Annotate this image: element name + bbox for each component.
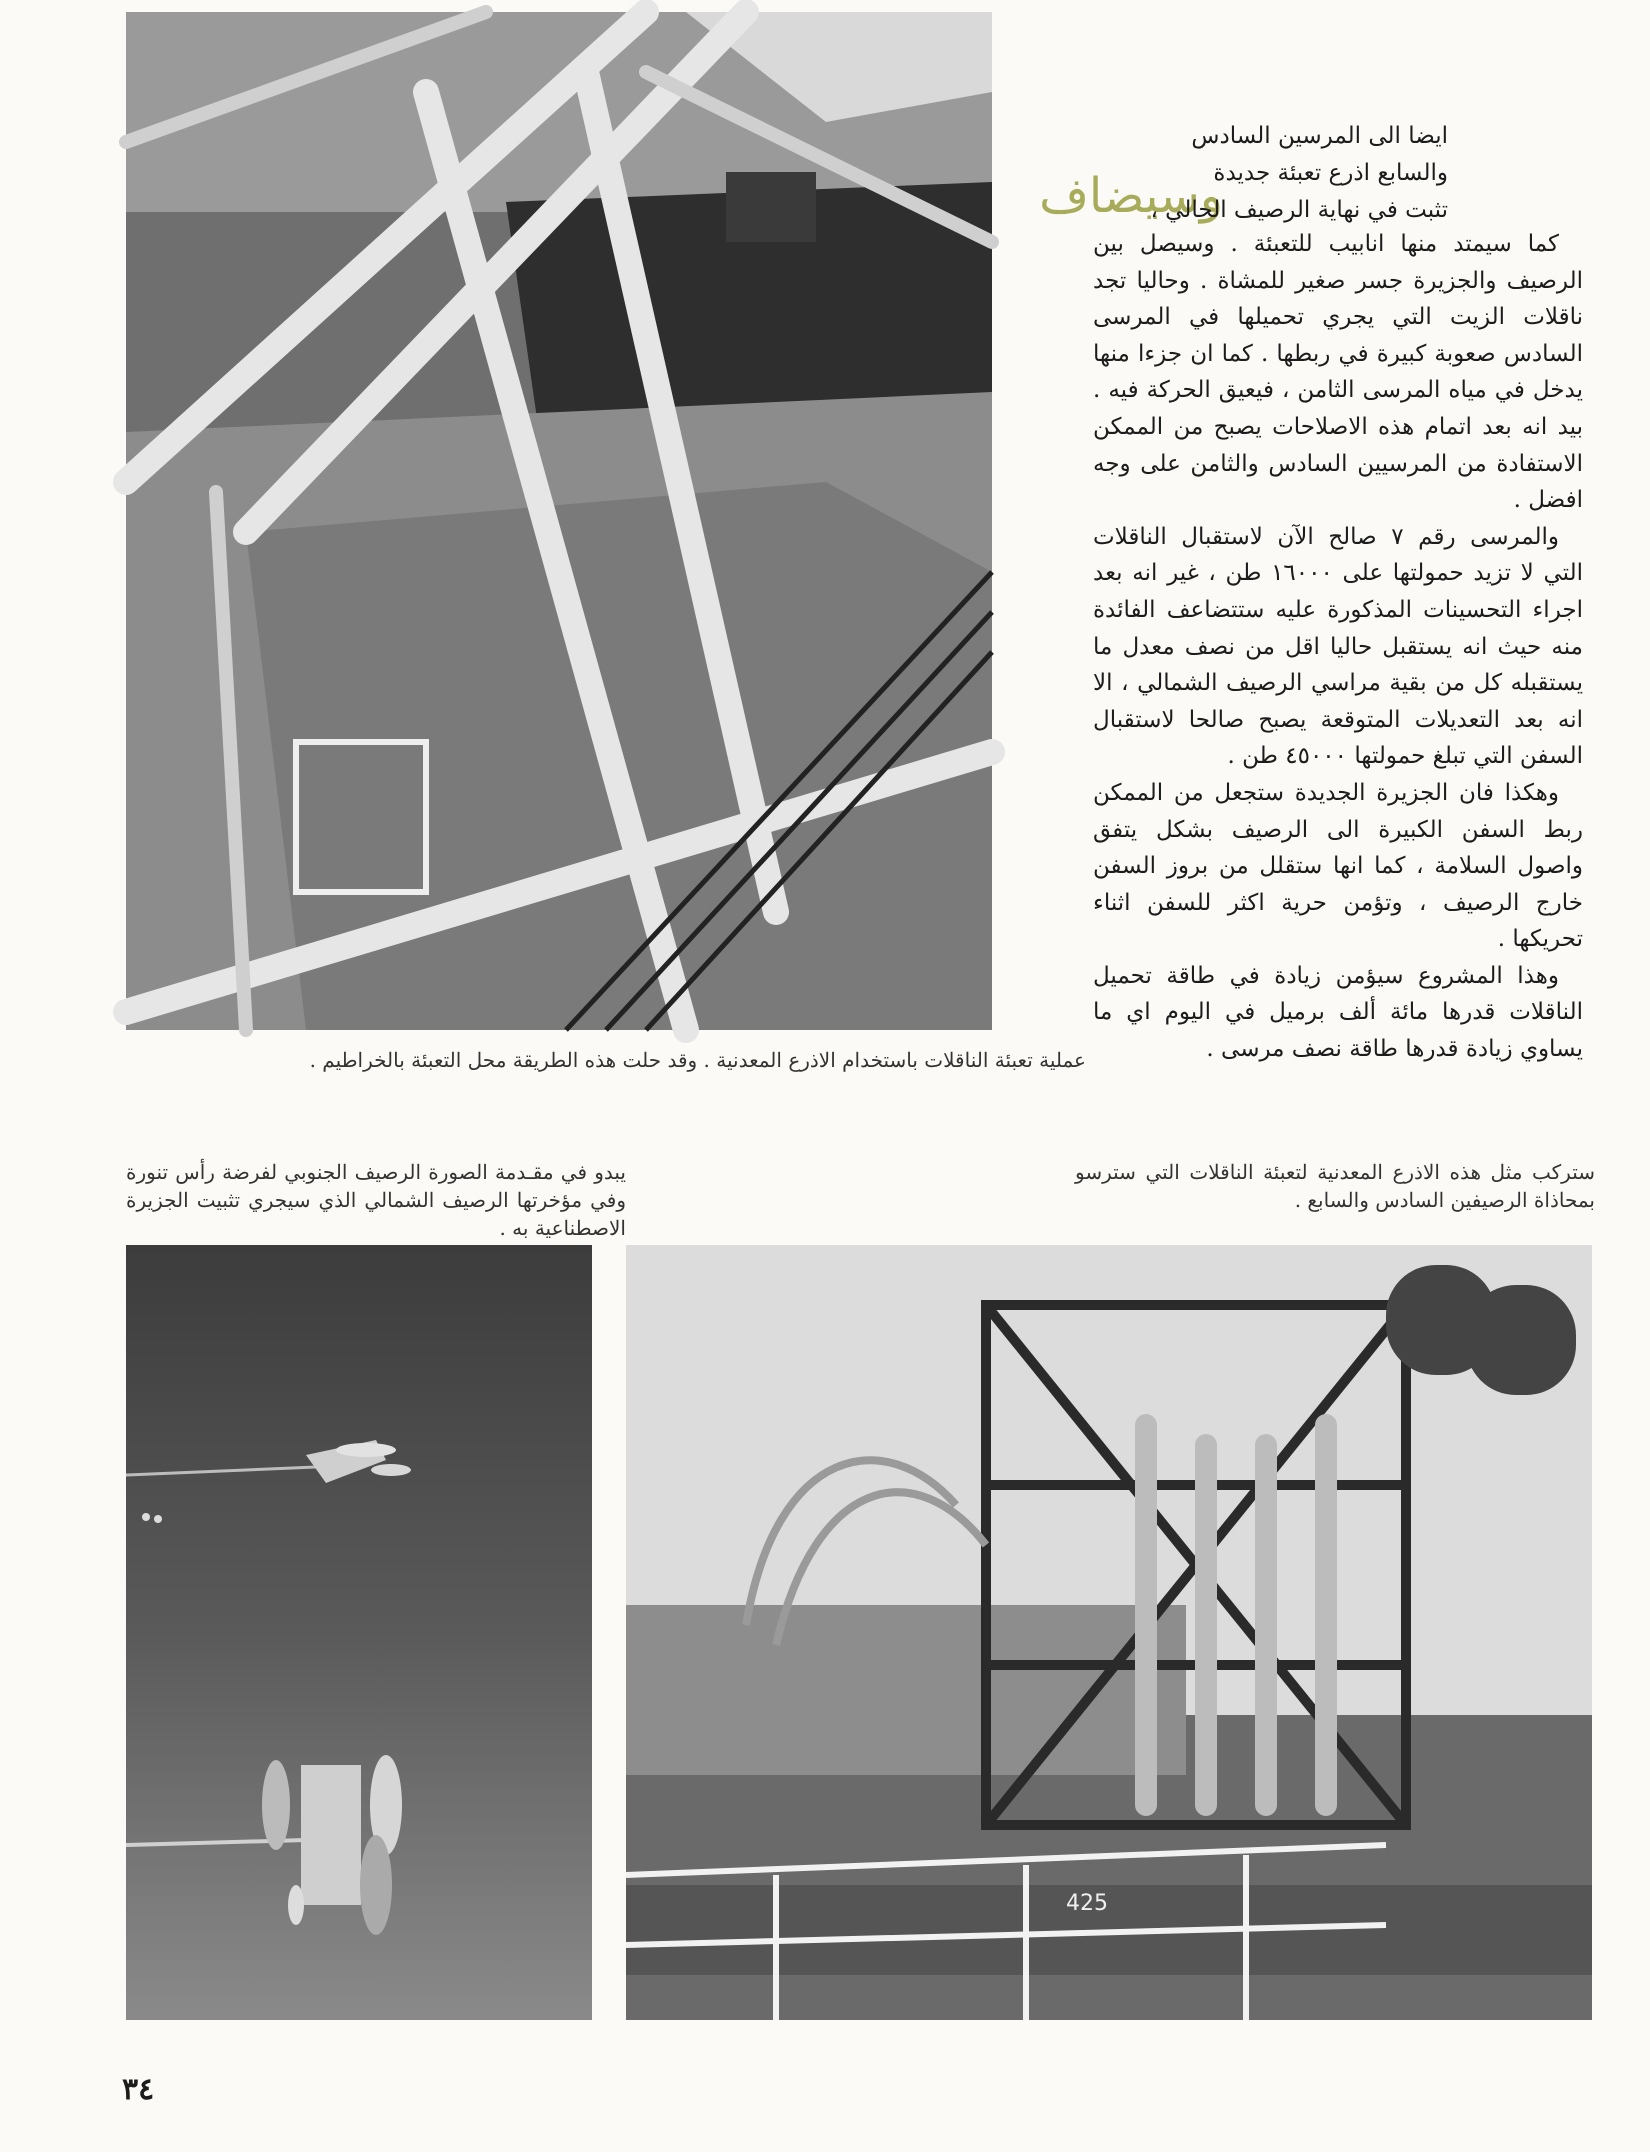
caption-aerial-pier: يبدو في مقـدمة الصورة الرصيف الجنوبي لفرضة رأس تنورة وفي مؤخرتها الرصيف الشمالي الذي سيجري تثبيت الجزيرة الاصطناعية به .	[126, 1160, 626, 1240]
photo-aerial-piers	[126, 1245, 592, 2020]
intro-line: ايضا الى المرسين السادس	[1191, 123, 1448, 149]
page-number: ٣٤	[122, 2072, 155, 2107]
caption-metal-arms: ستركب مثل هذه الاذرع المعدنية لتعبئة الناقلات التي سترسو بمحاذاة الرصيفين السادس والسابع .	[1075, 1160, 1595, 1212]
caption-loading-arms: عملية تعبئة الناقلات باستخدام الاذرع المعدنية . وقد حلت هذه الطريقة محل التعبئة بالخراطيم .	[309, 1048, 1086, 1072]
article-paragraph: والمرسى رقم ٧ صالح الآن لاستقبال الناقلات التي لا تزيد حمولتها على ١٦٠٠٠ طن ، غير انه بعد اجراء التحسينات المذكورة عليه ستتضاعف الفائدة منه حيث انه يستقبل حاليا اقل من نصف معدل ما يستقبله كل من بقية مراسي الرصيف الشمالي ، الا انه بعد التعديلات المتوقعة يصبح صالحا لاستقبال السفن التي تبلغ حمولتها ٤٥٠٠٠ طن .	[1093, 523, 1583, 770]
photo-loading-arms	[126, 12, 992, 1030]
structure-number-label: 425	[1066, 1891, 1108, 1916]
article-paragraph: وهذا المشروع سيؤمن زيادة في طاقة تحميل الناقلات قدرها مائة ألف برميل في اليوم اي ما يساوي زيادة قدرها طاقة نصف مرسى .	[1093, 962, 1583, 1063]
photo-arms-structure	[626, 1245, 1592, 2020]
intro-line: والسابع اذرع تعبئة جديدة	[1213, 160, 1448, 186]
intro-line: تثبت في نهاية الرصيف الحالي ،	[1150, 197, 1448, 223]
article-body	[1093, 226, 1583, 1068]
article-intro	[1108, 118, 1448, 229]
article-paragraph: كما سيمتد منها انابيب للتعبئة . وسيصل بين الرصيف والجزيرة جسر صغير للمشاة . وحاليا تجد ناقلات الزيت التي يجري تحميلها في المرسى السادس صعوبة كبيرة في ربطها . كما ان جزءا منها يدخل في مياه المرسى الثامن ، فيعيق الحركة فيه . بيد انه بعد اتمام هذه الاصلاحات يصبح من الممكن الاستفادة من المرسيين السادس والثامن على وجه افضل .	[1093, 231, 1583, 514]
article-paragraph: وهكذا فان الجزيرة الجديدة ستجعل من الممكن ربط السفن الكبيرة الى الرصيف بشكل يتفق واصول السلامة ، كما انها ستقلل من بروز السفن خارج الرصيف ، وتؤمن حرية اكثر للسفن اثناء تحريكها .	[1093, 779, 1583, 953]
drop-word-text: وسيضاف	[1039, 168, 1223, 224]
